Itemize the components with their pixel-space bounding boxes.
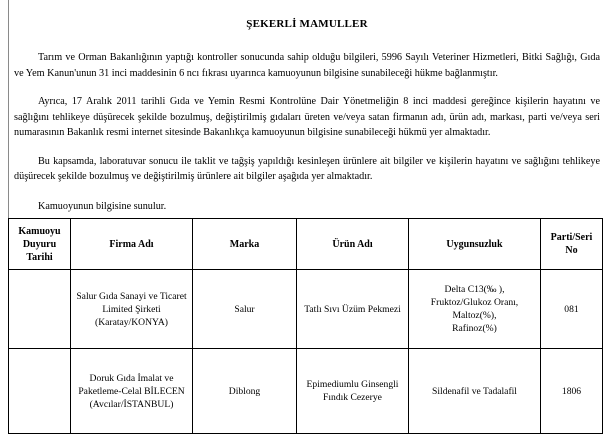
cell-line: Epimediumlu Ginsengli [306,379,399,390]
cell-announcement-date [9,270,71,349]
cell-lot-serial-no: 1806 [541,349,603,434]
cell-nonconformity [409,349,541,434]
cell-nonconformity [409,270,541,349]
report-table-container [8,218,602,434]
cell-line: (Avcılar/İSTANBUL) [89,398,174,410]
column-header-announcement-date [9,219,71,270]
cell-line: Maltoz(%), [452,310,497,321]
header-line: Tarihi [26,251,53,263]
column-header-firm-name: Firma Adı [71,219,193,270]
cell-line: Salur Gıda Sanayi ve Ticaret [76,290,187,302]
column-header-product-name: Ürün Adı [297,219,409,270]
table-header-row [9,219,603,270]
cell-line: Tatlı Sıvı Üzüm Pekmezi [304,303,401,315]
cell-firm-name [71,349,193,434]
cell-line: Paketleme-Celal BİLECEN [78,385,185,397]
cell-announcement-date [9,349,71,434]
paragraph-1: Tarım ve Orman Bakanlığının yaptığı kontroller sonucunda sahip olduğu bilgileri, 5996 Sayılı Veteriner Hizmetleri, Bitki Sağlığı, Gıda ve Yem Kanun'unun 31 inci maddesinin 6 ncı fıkrası uyarınca kamuoyunun bilgisine sunabileceği hükme bağlanmıştır. [14,52,600,79]
column-header-brand: Marka [193,219,297,270]
column-header-nonconformity: Uygunsuzluk [409,219,541,270]
cell-line: Limited Şirketi [102,303,161,315]
cell-line: Delta C13(‰ ), [444,284,505,295]
cell-firm-name [71,270,193,349]
paragraph-4: Kamuoyunun bilgisine sunulur. [38,200,167,212]
table-row [9,349,603,434]
table-row [9,270,603,349]
cell-line: Sildenafil ve Tadalafil [432,385,517,397]
paragraph-3: Bu kapsamda, laboratuvar sonucu ile taklit ve tağşiş yapıldığı kesinleşen ürünlere ait bilgiler ve kişilerin hayatını ve sağlığını tehlikeye düşürecek şekilde bozulmuş ve değiştirilmiş ürünlere ait bilgiler aşağıda yer almaktadır. [14,155,600,182]
page-title: ŞEKERLİ MAMULLER [246,18,368,30]
cell-product-name [297,270,409,349]
column-header-lot-serial-no: Parti/Seri No [541,219,603,270]
cell-line: Doruk Gıda İmalat ve [89,372,174,384]
cell-brand: Diblong [193,349,297,434]
cell-line: (Karatay/KONYA) [95,316,168,328]
cell-line: Fındık Cezerye [323,392,382,403]
cell-brand: Salur [193,270,297,349]
header-line: Kamuoyu [18,225,61,237]
paragraph-2: Ayrıca, 17 Aralık 2011 tarihli Gıda ve Yemin Resmi Kontrolüne Dair Yönetmeliğin 8 inci maddesi gereğince kişilerin hayatını ve sağlığını tehlikeye düşürecek şekilde bozulmuş, değiştirilmiş gıdaları üreten ve/veya satan firmanın adı, ürün adı, markası, parti ve/veya seri numarasının Bakanlık resmi internet sitesinde Bakanlıkça kamuoyunun bilgisine sunabileceği hükmü yer almaktadır. [14,96,600,138]
cell-product-name [297,349,409,434]
document-page [14,0,600,422]
cell-line: Fruktoz/Glukoz Oranı, [430,297,519,308]
report-table [8,218,603,434]
header-line: Duyuru [22,238,57,250]
cell-lot-serial-no: 081 [541,270,603,349]
cell-line: Rafinoz(%) [452,323,497,334]
